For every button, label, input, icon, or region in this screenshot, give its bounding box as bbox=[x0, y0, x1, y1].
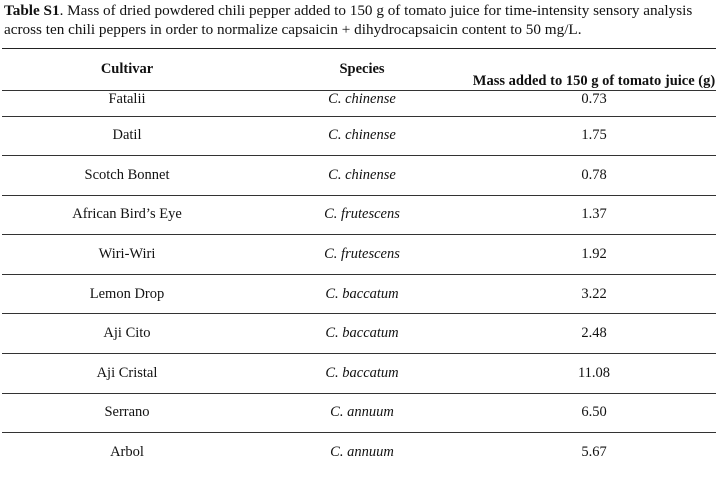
mass-cell: 0.73 bbox=[581, 90, 607, 107]
table-row bbox=[2, 314, 716, 354]
table-row bbox=[2, 235, 716, 275]
cultivar-cell: Serrano bbox=[104, 404, 150, 421]
caption-text: . Mass of dried powdered chili pepper added to 150 g of tomato juice for time-intensity sensory analysis across ten chili peppers in order to normalize capsaicin + dihydrocapsaicin content to 50 mg/L. bbox=[4, 2, 693, 38]
cultivar-cell: Aji Cito bbox=[103, 325, 151, 342]
cultivar-cell: Scotch Bonnet bbox=[84, 166, 170, 183]
table-label: Table S1 bbox=[4, 2, 60, 19]
table-top-rule bbox=[2, 48, 716, 49]
mass-cell: 2.48 bbox=[581, 325, 607, 342]
table-row bbox=[2, 90, 716, 116]
species-cell: C. baccatum bbox=[325, 285, 399, 302]
header-cultivar: Cultivar bbox=[100, 61, 154, 78]
table-caption bbox=[4, 1, 716, 39]
cultivar-cell: Wiri-Wiri bbox=[98, 246, 156, 263]
mass-cell: 1.92 bbox=[581, 246, 607, 263]
species-cell: C. annuum bbox=[330, 404, 394, 421]
species-cell: C. frutescens bbox=[324, 246, 400, 263]
species-cell: C. chinense bbox=[328, 166, 396, 183]
cultivar-cell: African Bird’s Eye bbox=[72, 206, 182, 223]
mass-cell: 0.78 bbox=[581, 166, 607, 183]
mass-cell: 3.22 bbox=[581, 285, 607, 302]
mass-cell: 1.37 bbox=[581, 206, 607, 223]
table-row bbox=[2, 195, 716, 235]
table-body bbox=[2, 90, 716, 471]
species-cell: C. chinense bbox=[328, 90, 396, 107]
mass-cell: 5.67 bbox=[581, 443, 607, 460]
cultivar-cell: Arbol bbox=[110, 443, 144, 460]
species-cell: C. chinense bbox=[328, 127, 396, 144]
cultivar-cell: Aji Cristal bbox=[96, 364, 158, 381]
table-row bbox=[2, 156, 716, 196]
table-row bbox=[2, 393, 716, 433]
cultivar-cell: Fatalii bbox=[108, 90, 146, 107]
data-table bbox=[2, 50, 716, 471]
table-row bbox=[2, 274, 716, 314]
table-row bbox=[2, 433, 716, 471]
cultivar-cell: Lemon Drop bbox=[89, 285, 165, 302]
mass-cell: 1.75 bbox=[581, 127, 607, 144]
header-row bbox=[2, 50, 716, 90]
species-cell: C. baccatum bbox=[325, 325, 399, 342]
species-cell: C. baccatum bbox=[325, 364, 399, 381]
mass-cell: 6.50 bbox=[581, 404, 607, 421]
table-row bbox=[2, 116, 716, 156]
species-cell: C. frutescens bbox=[324, 206, 400, 223]
cultivar-cell: Datil bbox=[112, 127, 142, 144]
species-cell: C. annuum bbox=[330, 443, 394, 460]
header-mass: Mass added to 150 g of tomato juice (g) bbox=[472, 72, 716, 89]
header-species: Species bbox=[339, 61, 385, 78]
table-row bbox=[2, 354, 716, 394]
mass-cell: 11.08 bbox=[577, 364, 611, 381]
